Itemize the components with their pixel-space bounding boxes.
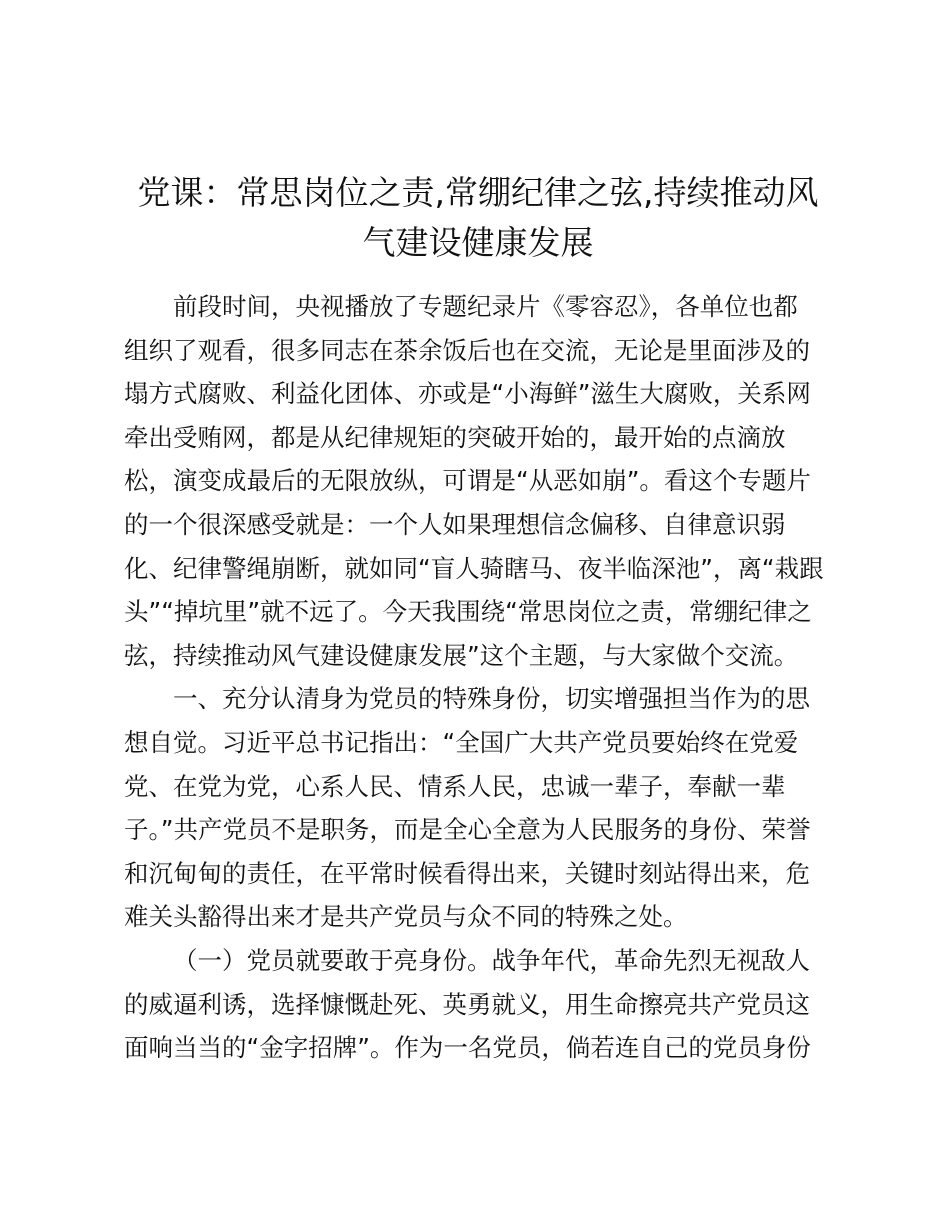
body-text-line: 面响当当的“金字招牌”。作为一名党员，倘若连自己的党员身份 [124,1033,811,1063]
body-text-line: 弦，持续推动风气建设健康发展”这个主题，与大家做个交流。 [124,640,799,670]
body-text-line: 想自觉。习近平总书记指出：“全国广大共产党员要始终在党爱 [124,727,799,757]
body-text-line: 子。”共产党员不是职务，而是全心全意为人民服务的身份、荣誉 [124,815,811,845]
body-text-line: 难关头豁得出来才是共产党员与众不同的特殊之处。 [124,902,688,932]
body-text-line: （一）党员就要敢于亮身份。战争年代，革命先烈无视敌人 [173,945,810,975]
document-title [118,168,838,268]
body-text-line: 的威逼利诱，选择慷慨赴死、英勇就义，用生命擦亮共产党员这 [124,989,810,1019]
body-text-line: 党、在党为党，心系人民、情系人民，忠诚一辈子，奉献一辈 [124,771,786,801]
title-line: 气建设健康发展 [362,223,594,262]
document-body [124,285,836,1070]
body-text-line: 和沉甸甸的责任，在平常时候看得出来，关键时刻站得出来，危 [124,858,810,888]
body-text-line: 一、充分认清身为党员的特殊身份，切实增强担当作为的思 [173,684,810,714]
body-text-line: 前段时间，央视播放了专题纪录片《零容忍》，各单位也都 [173,292,798,321]
body-text-line: 头”“掉坑里”就不远了。今天我围绕“常思岗位之责，常绷纪律之 [124,597,812,627]
body-text-line: 塌方式腐败、利益化团体、亦或是“小海鲜”滋生大腐败，关系网 [124,379,811,409]
body-text-line: 的一个很深感受就是：一个人如果理想信念偏移、自律意识弱 [124,509,786,539]
title-line: 党课：常思岗位之责,常绷纪律之弦,持续推动风 [137,173,819,212]
body-text-line: 牵出受贿网，都是从纪律规矩的突破开始的，最开始的点滴放 [124,422,786,452]
body-text-line: 组织了观看，很多同志在茶余饭后也在交流，无论是里面涉及的 [124,335,810,365]
body-text-line: 化、纪律警绳崩断，就如同“盲人骑瞎马、夜半临深池”，离“栽跟 [124,553,824,583]
body-text-line: 松，演变成最后的无限放纵，可谓是“从恶如崩”。看这个专题片 [124,466,811,496]
